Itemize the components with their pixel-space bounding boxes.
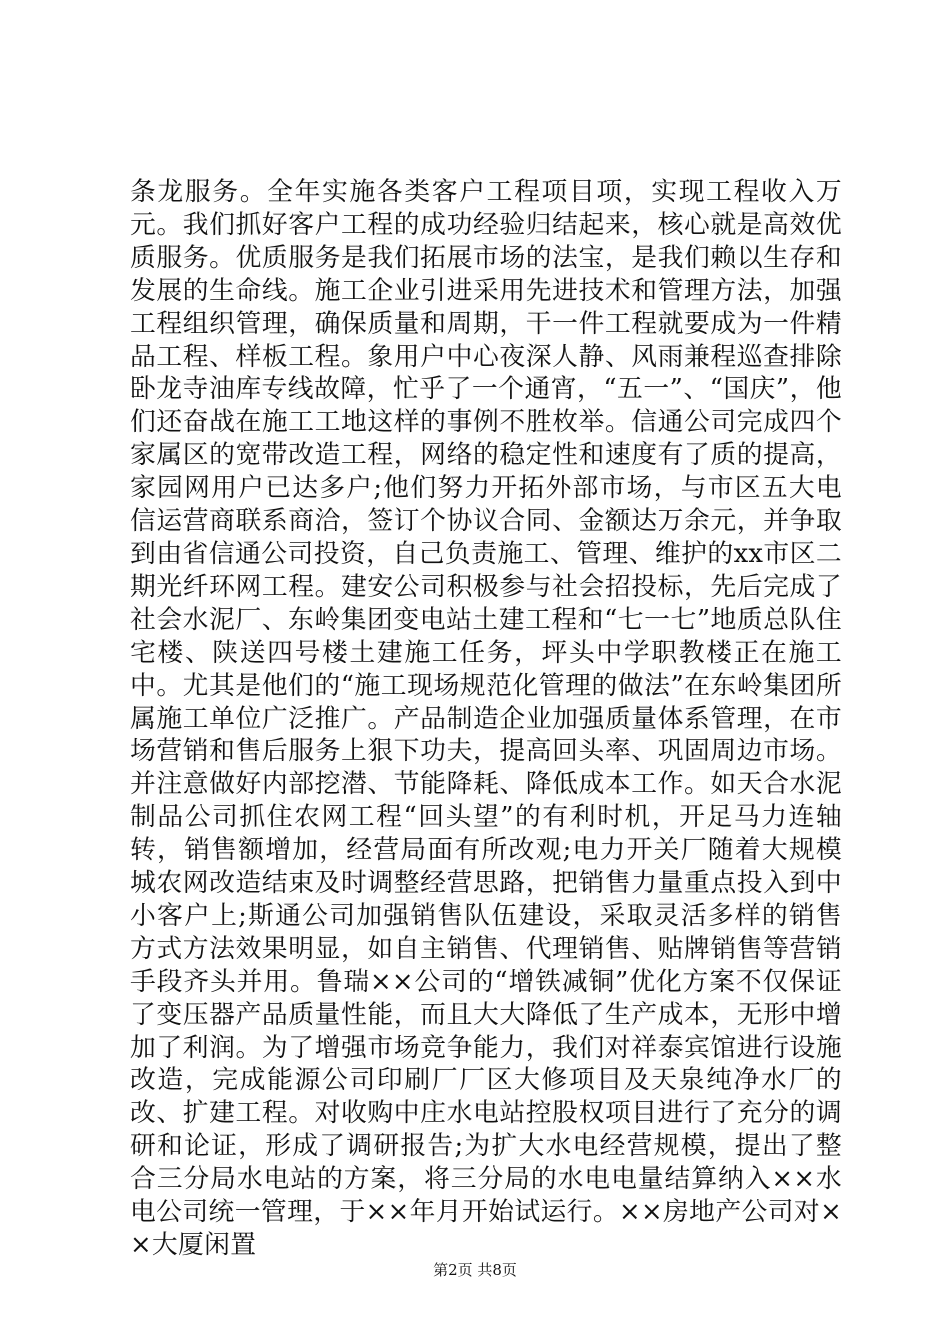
page-number-footer: 第2页 共8页 bbox=[433, 1261, 517, 1279]
body-paragraph: 条龙服务。全年实施各类客户工程项目项，实现工程收入万元。我们抓好客户工程的成功经验归结起来，核心就是高效优质服务。优质服务是我们拓展市场的法宝，是我们赖以生存和发展的生命线。施工企业引进采用先进技术和管理方法，加强工程组织管理，确保质量和周期，干一件工程就要成为一件精品工程、样板工程。象用户中心夜深人静、风雨兼程巡查排除卧龙寺油库专线故障，忙乎了一个通宵，“五一”、“国庆”，他们还奋战在施工工地这样的事例不胜枚举。信通公司完成四个家属区的宽带改造工程，网络的稳定性和速度有了质的提高，家园网用户已达多户;他们努力开拓外部市场，与市区五大电信运营商联系商洽，签订个协议合同、金额达万余元，并争取到由省信通公司投资，自己负责施工、管理、维护的xx市区二期光纤环网工程。建安公司积极参与社会招投标，先后完成了社会水泥厂、东岭集团变电站土建工程和“七一七”地质总队住宅楼、陕送四号楼土建施工任务，坪头中学职教楼正在施工中。尤其是他们的“施工现场规范化管理的做法”在东岭集团所属施工单位广泛推广。产品制造企业加强质量体系管理，在市场营销和售后服务上狠下功夫，提高回头率、巩固周边市场。并注意做好内部挖潜、节能降耗、降低成本工作。如天合水泥制品公司抓住农网工程“回头望”的有利时机，开足马力连轴转，销售额增加，经营局面有所改观;电力开关厂随着大规模城农网改造结束及时调整经营思路，把销售力量重点投入到中小客户上;斯通公司加强销售队伍建设，采取灵活多样的销售方式方法效果明显，如自主销售、代理销售、贴牌销售等营销手段齐头并用。鲁瑞××公司的“增铁减铜”优化方案不仅保证了变压器产品质量性能，而且大大降低了生产成本，无形中增加了利润。为了增强市场竞争能力，我们对祥泰宾馆进行设施改造，完成能源公司印刷厂厂区大修项目及天泉纯净水厂的改、扩建工程。对收购中庄水电站控股权项目进行了充分的调研和论证，形成了调研报告;为扩大水电经营规模，提出了整合三分局水电站的方案，将三分局的水电电量结算纳入××水电公司统一管理，于××年月开始试运行。××房地产公司对××大厦闲置 bbox=[130, 177, 842, 1260]
